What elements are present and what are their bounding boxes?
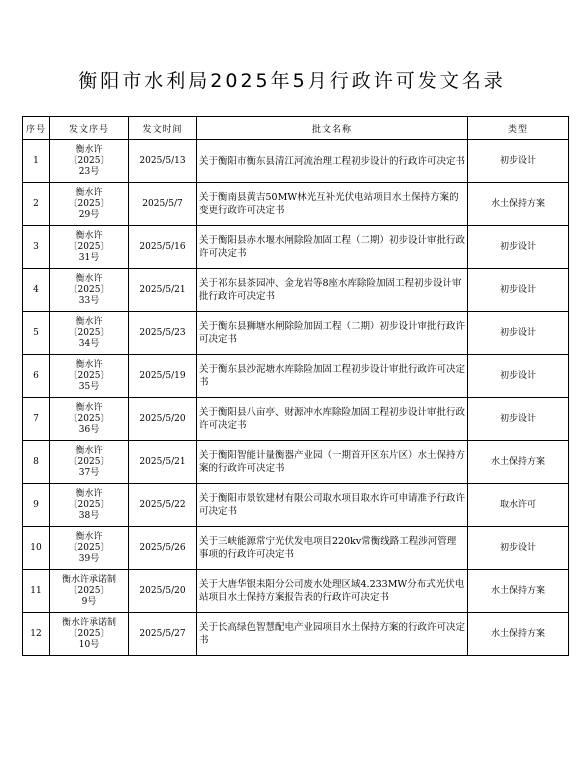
- table-body: [23, 140, 569, 656]
- cell-type: 水土保持方案: [468, 183, 569, 226]
- cell-type: 初步设计: [468, 355, 569, 398]
- cell-date: 2025/5/16: [129, 226, 197, 269]
- doc-no-year: 〔2025〕: [68, 370, 110, 381]
- cell-seq: 12: [23, 613, 50, 656]
- table-row: [23, 226, 569, 269]
- doc-no-year: 〔2025〕: [68, 499, 110, 510]
- cell-seq: 9: [23, 484, 50, 527]
- table-row: [23, 398, 569, 441]
- doc-no-number: 9号: [81, 596, 97, 607]
- cell-date: 2025/5/26: [129, 527, 197, 570]
- doc-no-prefix: 衡水许: [75, 316, 103, 327]
- table-row: [23, 183, 569, 226]
- table-row: [23, 312, 569, 355]
- cell-doc-no: [50, 613, 129, 656]
- doc-no-number: 33号: [78, 295, 100, 306]
- cell-date: 2025/5/7: [129, 183, 197, 226]
- cell-doc-no: [50, 355, 129, 398]
- cell-doc-name: 关于衡东县沙泥塘水库除险加固工程初步设计审批行政许可决定书: [197, 355, 468, 398]
- doc-no-number: 31号: [78, 252, 100, 263]
- cell-type: 取水许可: [468, 484, 569, 527]
- cell-type: 初步设计: [468, 269, 569, 312]
- cell-doc-no: [50, 140, 129, 183]
- doc-no-prefix: 衡水许: [75, 187, 103, 198]
- cell-seq: 8: [23, 441, 50, 484]
- cell-doc-name: 关于大唐华银耒阳分公司废水处理区域4.233MW分布式光伏电站项目水土保持方案报告表的行政许可决定书: [197, 570, 468, 613]
- doc-no-number: 35号: [78, 381, 100, 392]
- header-name: 批文名称: [197, 117, 468, 140]
- doc-no-year: 〔2025〕: [68, 198, 110, 209]
- doc-no-year: 〔2025〕: [68, 241, 110, 252]
- cell-date: 2025/5/27: [129, 613, 197, 656]
- cell-date: 2025/5/23: [129, 312, 197, 355]
- header-seq: 序号: [23, 117, 50, 140]
- cell-seq: 1: [23, 140, 50, 183]
- header-type: 类型: [468, 117, 569, 140]
- cell-doc-name: 关于衡阳县赤水堰水闸除险加固工程（二期）初步设计审批行政许可决定书: [197, 226, 468, 269]
- cell-seq: 7: [23, 398, 50, 441]
- cell-doc-name: 关于衡南县黄吉50MW林光互补光伏电站项目水土保持方案的变更行政许可决定书: [197, 183, 468, 226]
- doc-no-year: 〔2025〕: [68, 456, 110, 467]
- cell-doc-no: [50, 527, 129, 570]
- cell-type: 初步设计: [468, 226, 569, 269]
- cell-doc-name: 关于衡阳智能计量衡器产业园（一期首开区东片区）水土保持方案的行政许可决定书: [197, 441, 468, 484]
- cell-date: 2025/5/20: [129, 398, 197, 441]
- cell-doc-name: 关于三峡能源常宁光伏发电项目220kv常衡线路工程涉河管理事项的行政许可决定书: [197, 527, 468, 570]
- cell-doc-no: [50, 484, 129, 527]
- doc-no-number: 34号: [78, 338, 100, 349]
- cell-seq: 3: [23, 226, 50, 269]
- doc-no-year: 〔2025〕: [68, 413, 110, 424]
- doc-no-year: 〔2025〕: [68, 327, 110, 338]
- cell-doc-no: [50, 441, 129, 484]
- cell-seq: 4: [23, 269, 50, 312]
- cell-type: 初步设计: [468, 140, 569, 183]
- cell-doc-no: [50, 226, 129, 269]
- table-row: [23, 140, 569, 183]
- doc-no-prefix: 衡水许: [75, 230, 103, 241]
- cell-seq: 2: [23, 183, 50, 226]
- table-row: [23, 570, 569, 613]
- table-row: [23, 355, 569, 398]
- cell-date: 2025/5/21: [129, 441, 197, 484]
- cell-doc-no: [50, 570, 129, 613]
- table-header-row: [23, 117, 569, 140]
- table-row: [23, 613, 569, 656]
- cell-type: 水土保持方案: [468, 441, 569, 484]
- doc-no-number: 39号: [78, 553, 100, 564]
- table-row: [23, 484, 569, 527]
- cell-type: 初步设计: [468, 312, 569, 355]
- cell-doc-name: 关于长高绿色智慧配电产业园项目水土保持方案的行政许可决定书: [197, 613, 468, 656]
- cell-seq: 10: [23, 527, 50, 570]
- cell-doc-no: [50, 183, 129, 226]
- doc-no-number: 29号: [78, 209, 100, 220]
- cell-date: 2025/5/22: [129, 484, 197, 527]
- cell-date: 2025/5/20: [129, 570, 197, 613]
- cell-date: 2025/5/21: [129, 269, 197, 312]
- cell-seq: 6: [23, 355, 50, 398]
- cell-doc-name: 关于衡阳县八亩亭、财源冲水库除险加固工程初步设计审批行政许可决定书: [197, 398, 468, 441]
- cell-type: 水土保持方案: [468, 570, 569, 613]
- doc-no-number: 10号: [78, 639, 100, 650]
- cell-doc-name: 关于祁东县茶园冲、金龙岩等8座水库除险加固工程初步设计审批行政许可决定书: [197, 269, 468, 312]
- doc-no-year: 〔2025〕: [68, 628, 110, 639]
- cell-date: 2025/5/13: [129, 140, 197, 183]
- cell-doc-name: 关于衡阳市景钦建材有限公司取水项目取水许可申请准予行政许可决定书: [197, 484, 468, 527]
- cell-type: 初步设计: [468, 527, 569, 570]
- cell-type: 初步设计: [468, 398, 569, 441]
- doc-no-number: 23号: [78, 166, 100, 177]
- doc-no-prefix: 衡水许承诺制: [61, 574, 116, 585]
- cell-doc-name: 关于衡阳市衡东县清江河流治理工程初步设计的行政许可决定书: [197, 140, 468, 183]
- doc-no-year: 〔2025〕: [68, 284, 110, 295]
- doc-no-year: 〔2025〕: [68, 155, 110, 166]
- doc-no-prefix: 衡水许: [75, 273, 103, 284]
- cell-doc-no: [50, 398, 129, 441]
- table-row: [23, 269, 569, 312]
- table-row: [23, 527, 569, 570]
- cell-seq: 11: [23, 570, 50, 613]
- doc-no-year: 〔2025〕: [68, 542, 110, 553]
- doc-no-year: 〔2025〕: [68, 585, 110, 596]
- doc-no-prefix: 衡水许: [75, 531, 103, 542]
- doc-no-number: 37号: [78, 467, 100, 478]
- header-doc-no: 发文序号: [50, 117, 129, 140]
- cell-doc-no: [50, 312, 129, 355]
- records-table: [22, 116, 569, 656]
- header-date: 发文时间: [129, 117, 197, 140]
- table-row: [23, 441, 569, 484]
- doc-no-number: 38号: [78, 510, 100, 521]
- cell-date: 2025/5/19: [129, 355, 197, 398]
- doc-no-prefix: 衡水许承诺制: [61, 617, 116, 628]
- doc-no-prefix: 衡水许: [75, 488, 103, 499]
- doc-no-prefix: 衡水许: [75, 144, 103, 155]
- doc-no-prefix: 衡水许: [75, 445, 103, 456]
- doc-no-prefix: 衡水许: [75, 359, 103, 370]
- doc-no-number: 36号: [78, 424, 100, 435]
- cell-type: 水土保持方案: [468, 613, 569, 656]
- cell-seq: 5: [23, 312, 50, 355]
- doc-no-prefix: 衡水许: [75, 402, 103, 413]
- page-title: 衡阳市水利局2025年5月行政许可发文名录: [78, 70, 506, 92]
- cell-doc-no: [50, 269, 129, 312]
- cell-doc-name: 关于衡东县狮塘水闸除险加固工程（二期）初步设计审批行政许可决定书: [197, 312, 468, 355]
